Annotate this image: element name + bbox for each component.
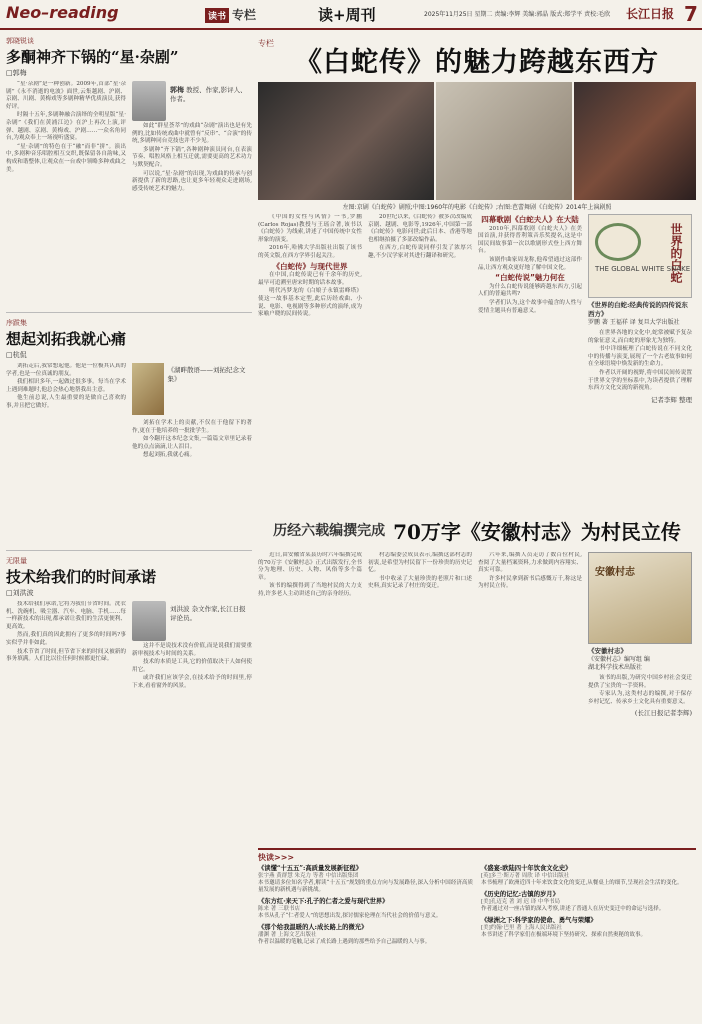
main-article-body	[258, 214, 696, 506]
main-col-1	[258, 214, 362, 504]
book-info-by: 《安徽村志》编写组 编	[588, 656, 650, 663]
item-text: 作者通过对一座古镇的深入考察,讲述了普通人在历史变迁中的命运与选择。	[481, 906, 665, 912]
subheading: 四幕歌剧《白蛇夫人》在大陆	[481, 215, 579, 224]
left-column	[6, 36, 252, 1020]
paragraph: 在世界各地的文化中,蛇常被赋予复杂的象征意义,而白蛇的形象尤为独特。	[588, 330, 692, 344]
item-text: 本书梳理了欧洲近四十年来饮食文化的变迁,从餐桌上的细节,呈现社会生活的变化。	[481, 880, 683, 886]
page-header	[0, 0, 702, 30]
paragraph: 20世纪以来,《白蛇传》被多次改编成京剧、越剧、电影等,1926年,中国第一部《白蛇传》电影问世;此后日本、香港等地也相继拍摄了多部改编作品。	[368, 214, 472, 243]
section-name: Neo–reading	[6, 3, 119, 22]
item-byline: 陈来 著 三联书店	[258, 906, 300, 912]
quick-read-section	[258, 848, 696, 1018]
paragraph: 2010年,四幕歌剧《白蛇夫人》在美国首演,并获得普利策音乐奖提名,这是中国民间故事第一次以歌剧形式登上西方舞台。	[478, 225, 582, 255]
quick-read-left	[258, 865, 473, 950]
photo-caption: 左图:京剧《白蛇传》剧照;中图:1960年的电影《白蛇传》;右图:芭蕾舞剧《白蛇传》2014年上演剧照	[342, 204, 612, 211]
body-column-2	[132, 601, 252, 1016]
mid-title: 70万字《安徽村志》为村民立传	[393, 519, 681, 544]
mid-col-1	[258, 552, 362, 840]
paragraph: 这并不是说技术没有价值,而是说我们需要重新审视技术与时间的关系。	[132, 643, 252, 657]
author-box	[132, 601, 252, 641]
paragraph: “星·杂剧”是一种创新。2009年,首部“星·杂剧”《永不消逝的电波》面世,云集越剧、沪剧、京剧、川剧、黄梅戏等多剧种精华优质演员,获得好评。	[6, 81, 126, 110]
list-item	[481, 891, 696, 913]
item-byline: 张宇燕 黄群慧 朱克力 等著 中信出版集团	[258, 873, 359, 879]
cover-en-title: THE GLOBAL WHITE SNAKE	[595, 265, 691, 273]
paragraph: 刘拓在学术上的贡献,不仅在于他留下的著作,更在于他培养的一批批学生。	[132, 420, 252, 434]
paragraph: 如此“群星荟萃”的戏曲“杂剧”演出也是有先例的,比如传统戏曲中就曾有“反串”、“合演”的传统,多剧种同台竞技也并不少见。	[132, 123, 252, 145]
quick-read-right	[481, 865, 696, 950]
book-cover-global-white-snake	[588, 214, 692, 298]
book-cover-anhui-village	[588, 552, 692, 644]
body-column-1	[6, 601, 126, 1016]
paragraph: 该剧作曲家周龙称,他希望通过这部作品,让西方观众更好地了解中国文化。	[478, 256, 582, 271]
paragraph: 可以说,“星·杂剧”的出现,为戏曲的传承与创新提供了新的思路,也让更多年轻观众走进剧场,感受传统艺术的魅力。	[132, 170, 252, 192]
photo-strip	[258, 82, 696, 200]
byline: □刘洪波	[6, 589, 34, 597]
subheading: 《白蛇传》与现代世界	[272, 261, 348, 271]
item-byline: [美]孔迈克 著 刘 迟 译 中华书局	[481, 899, 561, 905]
photo-film-1960	[436, 82, 572, 200]
author-photo	[132, 601, 166, 641]
paragraph: 多剧种“齐下锅”,各种剧种演员同台,在表演节奏、唱腔风格上相互迁就,需要更高的艺术功力与默契配合。	[132, 146, 252, 168]
paragraph: 书中详细梳理了白蛇传说在不同文化中的传播与演变,展现了一个古老故事如何在全球语境中焕发新的生命力。	[588, 346, 692, 368]
column-label	[205, 6, 256, 23]
list-item	[481, 917, 696, 939]
paragraph: 为什么白蛇传说能够跨越东西方,引起人们的普遍共鸣?	[478, 283, 582, 298]
paragraph: 然而,我们真的因此拥有了更多的时间吗?事实似乎并非如此。	[6, 632, 126, 646]
paragraph: 明代冯梦龙的《白娘子永镇雷峰塔》使这一故事基本定型,此后历经戏曲、小说、电影、电视剧等多种形式的演绎,成为家喻户晓的民间传说。	[258, 288, 362, 318]
paragraph: 专家认为,这类村志的编撰,对于保存乡村记忆、传承乡土文化具有重要意义。	[588, 691, 692, 705]
subheading: “白蛇传说”魅力何在	[495, 273, 565, 283]
paragraph: 想起刘拓,我就心痛。	[143, 452, 196, 459]
snake-icon	[595, 223, 641, 261]
article-liu-tuo	[6, 318, 252, 548]
page-number: 7	[684, 2, 698, 26]
mid-headline	[258, 516, 696, 544]
paragraph: 时隔十五年,多剧种融合演绎的全明星版“星·杂剧”《我们在黄浦江边》在沪上再次上演,评弹、越剧、京剧、黄梅戏、沪剧……一众名角同台,为观众奉上一场视听盛宴。	[6, 112, 126, 142]
paragraph: 《中国的女性与风情》一书,罗鹏(Carlos Rojas)教授与王瑶合著,该书以《白蛇传》为线索,讲述了中国传统中女性形象的演变。	[258, 214, 362, 243]
author-box	[132, 81, 252, 121]
photo-ballet	[574, 82, 696, 200]
item-title: 《那个给我温暖的人:成长路上的微光》	[258, 924, 368, 931]
byline: □杭侃	[6, 351, 27, 359]
item-title: 《盛宴:欧陆四十年饮食文化史》	[481, 865, 572, 872]
list-item	[258, 924, 473, 946]
paragraph: 他生前总说,人生最重要的是做自己喜欢的事,并且把它做好。	[6, 395, 126, 409]
read-stamp: 读书	[205, 8, 229, 23]
paragraph: 村志编委会成员表示,编撰这部村志的初衷,是希望为村民留下一份珍贵的历史记忆。	[368, 552, 472, 574]
body-column-1	[6, 363, 126, 548]
paragraph: 许多村民拿到新书后感慨万千,称这是为村民立传。	[478, 575, 582, 590]
article-title: 多酮神齐下锅的“星·杂剧”	[6, 48, 179, 66]
paragraph: 技术的本质是工具,它的价值取决于人如何使用它。	[132, 659, 252, 673]
paragraph: 在西方,白蛇传说同样引发了浓厚兴趣,不少汉学家对其进行翻译和研究。	[368, 245, 472, 259]
book-cover	[132, 363, 164, 415]
body-column-1	[6, 81, 126, 308]
author-caption	[170, 85, 250, 104]
paragraph: 技术节省了时间,但节省下来的时间又被新的事务填满。人们比以往任何时候都更忙碌。	[6, 648, 126, 663]
body-column-2	[132, 363, 252, 548]
list-item	[481, 865, 696, 887]
section-tag: 郭晓锐谈	[6, 37, 34, 45]
article-title: 技术给我们的时间承诺	[6, 568, 157, 586]
paragraph: 我们相识多年,一起做过很多事。每当在学术上遇到难题时,他总会热心地帮我出主意。	[6, 379, 126, 393]
article-star-opera	[6, 36, 252, 308]
mid-col-4	[588, 552, 692, 840]
paper-name: 长江日报	[626, 7, 675, 21]
mid-col-2	[368, 552, 472, 840]
body-column-2	[132, 81, 252, 308]
paragraph: 技术给我们承诺,它将为我们节省时间。洗衣机、洗碗机、吸尘器、汽车、电脑、手机……每一样新技术的出现,都承诺让我们的生活更便利、更高效。	[6, 601, 126, 630]
divider	[6, 312, 252, 313]
book-info-title: 《世界的白蛇:经典传说的四传说东西方》	[588, 301, 688, 318]
item-text: 本书邀请多位知名学者,解读“十五五”规划的重点方向与发展路径,深入分析中国经济高质量发展的新机遇与新挑战。	[258, 880, 473, 893]
main-headline: 《白蛇传》的魅力跨越东西方	[295, 47, 659, 78]
book-info	[588, 301, 692, 327]
book-info-by: 罗鹏 著 王福祥 译 复旦大学出版社	[588, 319, 680, 326]
item-text: 本书讲述了科学家们在极端环境下坚持研究、探索自然奥秘的故事。	[481, 932, 647, 938]
paragraph: 该书的编撰得到了当地村民的大力支持,许多老人主动讲述自己的亲身经历。	[258, 583, 362, 597]
article-title: 想起刘拓我就心痛	[6, 330, 127, 348]
issue-info: 2025年11月25日 星期二 责编:李辉 美编:郭晶 版式:郑学平 责校:毛欣	[424, 11, 611, 18]
mid-article-body	[258, 552, 696, 842]
item-title: 《读懂“十五五”:高质量发展新征程》	[258, 865, 363, 872]
paragraph: 该书的出版,为研究中国乡村社会变迁提供了宝贵的一手资料。	[588, 675, 692, 689]
book-caption: 《湖畔散语——刘拓纪念文集》	[167, 366, 246, 383]
photo-peking-opera	[258, 82, 434, 200]
paragraph: “星·杂剧”的特色在于“融”而非“拼”。演出中,多剧种音乐唱腔相互交织,既保留各自韵味,又构成和谐整体,让观众在一台戏中领略多种戏曲之美。	[6, 143, 126, 173]
item-title: 《东方红·来天下:孔子的仁者之爱与现代世界》	[258, 898, 389, 905]
main-col-4	[588, 214, 692, 504]
paragraph: 2016年,哈佛大学出版社出版了该书的英文版,在西方学界引起关注。	[258, 245, 362, 259]
section-tag: 序跋集	[6, 319, 27, 327]
article-tech-time	[6, 556, 252, 1016]
main-col-2	[368, 214, 472, 504]
author-photo	[132, 81, 166, 121]
quick-read-heading: 快读>>>	[258, 853, 295, 862]
main-col-3	[478, 214, 582, 504]
cover-title: 世界的白蛇	[669, 223, 683, 283]
list-item	[258, 865, 473, 894]
column-name: 专栏	[232, 8, 257, 22]
item-text: 本书从孔子“仁者爱人”的思想出发,探讨儒家伦理在当代社会的价值与意义。	[258, 913, 442, 919]
column-side-label: 专栏	[258, 39, 274, 48]
reporter-credit: 记者李辉 整理	[650, 395, 692, 404]
paragraph: 近日,由安徽省某县历时六年编撰完成的70万字《安徽村志》正式出版发行,全书分为地理、历史、人物、风俗等多个篇章。	[258, 552, 362, 581]
mid-pre-title: 历经六载编撰完成	[273, 523, 386, 539]
item-title: 《历史的记忆:古镇的岁月》	[481, 891, 559, 898]
reporter-credit: (长江日报记者李辉)	[634, 709, 692, 718]
paragraph: 在中国,白蛇传说已有千余年的历史,最早可追溯至唐宋时期的话本故事。	[258, 272, 362, 286]
mid-col-3	[478, 552, 582, 840]
divider	[6, 550, 252, 551]
paragraph: 刘拓走后,我常想起他。他是一位极其认真的学者,也是一位真诚的朋友。	[6, 363, 126, 377]
item-title: 《绿洲之下:科学家的使命、勇气与荣耀》	[481, 917, 597, 924]
item-byline: [美]约翰·巴里 著 上海人民出版社	[481, 925, 563, 931]
item-byline: 潘渊 著 上海文艺出版社	[258, 932, 317, 938]
author-desc: 教授、作家,影评人、作者。	[170, 86, 247, 103]
author-name: 郭梅	[170, 85, 184, 94]
cover-title: 安徽村志	[595, 567, 635, 578]
book-box	[132, 363, 252, 417]
item-byline: [英]多兰·斯万著 周欣 译 中信出版社	[481, 873, 570, 879]
weekly-title: 读+周刊	[318, 6, 376, 24]
paragraph: 书中收录了大量珍贵的老照片和口述史料,真实记录了村庄的变迁。	[368, 575, 472, 590]
paragraph: 作者以开阔的视野,将中国民间传说置于世界文学的坐标系中,为读者提供了理解东西方文化交流的新视角。	[588, 369, 692, 392]
section-tag: 无限量	[6, 557, 27, 565]
paragraph: 六年来,编撰人员走访了数百位村民,查阅了大量档案资料,力求做到内容翔实、真实可靠。	[478, 552, 582, 574]
byline: □郭梅	[6, 69, 27, 77]
paragraph: 如今翻开这本纪念文集,一篇篇文章里记录着他的点点滴滴,让人泪目。	[132, 436, 252, 450]
book-info-title: 《安徽村志》	[588, 647, 627, 655]
book-info-publisher: 湖北科学技术出版社	[588, 664, 643, 671]
paragraph: 或许我们应该学会,在技术给予的时间里,停下来,看看窗外的风景。	[132, 675, 252, 689]
book-info	[588, 647, 692, 672]
author-caption: 刘洪波 杂文作家,长江日报评论员。	[170, 605, 246, 622]
item-text: 作者以温暖的笔触,记录了成长路上遇到的那些给予自己温暖的人与事。	[258, 939, 431, 945]
list-item	[258, 898, 473, 920]
paragraph: 学者们认为,这个故事中蕴含的人性与爱情主题具有普遍意义。	[478, 299, 582, 314]
